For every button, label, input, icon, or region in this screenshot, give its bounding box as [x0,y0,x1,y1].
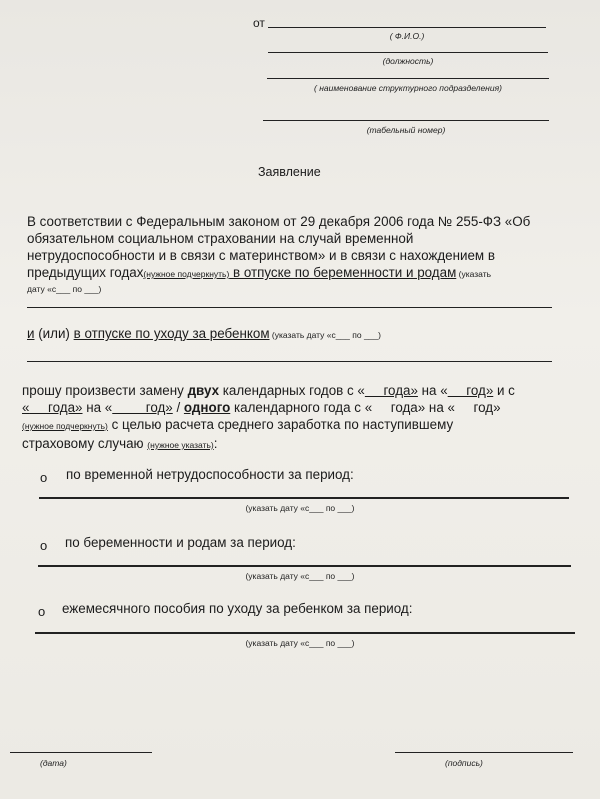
or-text: (или) [34,326,74,341]
option-maternity: по беременности и родам за период: [65,535,296,550]
maternity-period-line[interactable] [38,565,571,567]
para1-text: предыдущих годах [27,265,144,280]
para3-text: / [172,400,184,415]
department-line[interactable] [267,78,549,79]
para3-text: : [213,436,218,451]
paragraph-law [27,213,572,295]
year-field-2[interactable]: год» [447,383,494,398]
date-line[interactable] [10,752,152,753]
year-field-1[interactable]: года» [364,383,418,398]
paragraph-request [22,382,577,454]
date-caption: (дата) [40,758,67,768]
paragraph-childcare [27,325,381,344]
para3-text: с целью расчета среднего заработка по наступившему [107,417,454,432]
signature-line[interactable] [395,752,573,753]
tabnum-line[interactable] [263,120,549,121]
para1-line4 [27,264,572,283]
two-years: двух [187,383,220,398]
para3-text: календарного года с « года» на « год» [230,400,501,415]
maternity-date-caption: (указать дату «с___ по ___) [245,571,355,581]
sick-leave-date-caption: (указать дату «с___ по ___) [245,503,355,513]
maternity-leave-option[interactable]: в отпуске по беременности и родам [229,265,457,280]
option-bullet-icon[interactable]: o [40,538,48,553]
para3-line1 [22,382,577,399]
position-line[interactable] [268,52,548,53]
childcare-date-hint: (указать дату «с___ по ___) [269,330,381,340]
signature-caption: (подпись) [445,758,483,768]
para1-line2: обязательном социальном страховании на случай временной [27,231,414,246]
para3-line4 [22,435,577,454]
year-field-3[interactable]: года» [29,400,83,415]
para3-text: « [22,400,30,415]
position-caption: (должность) [382,56,434,66]
para3-text: и с [493,383,515,398]
para3-line3 [22,416,577,435]
sick-leave-period-line[interactable] [39,497,569,499]
para3-text: на « [417,383,448,398]
para1-line3: нетрудоспособности и в связи с материнством» и в связи с нахождением в [27,248,495,263]
choose-hint-2: (нужное подчеркнуть) [22,421,108,431]
childcare-dates-line[interactable] [27,361,552,362]
fio-caption: ( Ф.И.О.) [389,31,425,41]
and-option[interactable]: и [27,326,35,341]
option-bullet-icon[interactable]: o [38,604,46,619]
childcare-leave-option[interactable]: в отпуске по уходу за ребенком [73,326,270,341]
from-label: от [253,16,265,30]
option-childcare-allowance: ежемесячного пособия по уходу за ребенком за период: [62,601,413,616]
para3-text: страховому случаю [22,436,148,451]
para3-line2 [22,399,577,416]
para3-text: календарных годов с « [219,383,365,398]
para3-text: прошу произвести замену [22,383,188,398]
page-title: Заявление [258,165,321,179]
year-field-4[interactable]: год» [112,400,173,415]
maternity-dates-line[interactable] [27,307,552,308]
childcare-date-caption: (указать дату «с___ по ___) [245,638,355,648]
choose-hint: (нужное подчеркнуть) [143,269,230,279]
para1-line5: дату «с___ по ___) [27,284,102,294]
option-sick-leave: по временной нетрудоспособности за период: [66,467,354,482]
para1-line1: В соответствии с Федеральным законом от 29 декабря 2006 года № 255-ФЗ «Об [27,214,531,229]
option-bullet-icon[interactable]: o [40,470,48,485]
department-caption: ( наименование структурного подразделения) [314,83,502,93]
specify-hint: (нужное указать) [147,440,214,450]
date-hint: (указать [456,269,492,279]
childcare-period-line[interactable] [35,632,575,634]
para3-text: на « [82,400,113,415]
tabnum-caption: (табельный номер) [366,125,446,135]
one-year-option[interactable]: одного [183,400,231,415]
fio-line[interactable] [268,27,546,28]
